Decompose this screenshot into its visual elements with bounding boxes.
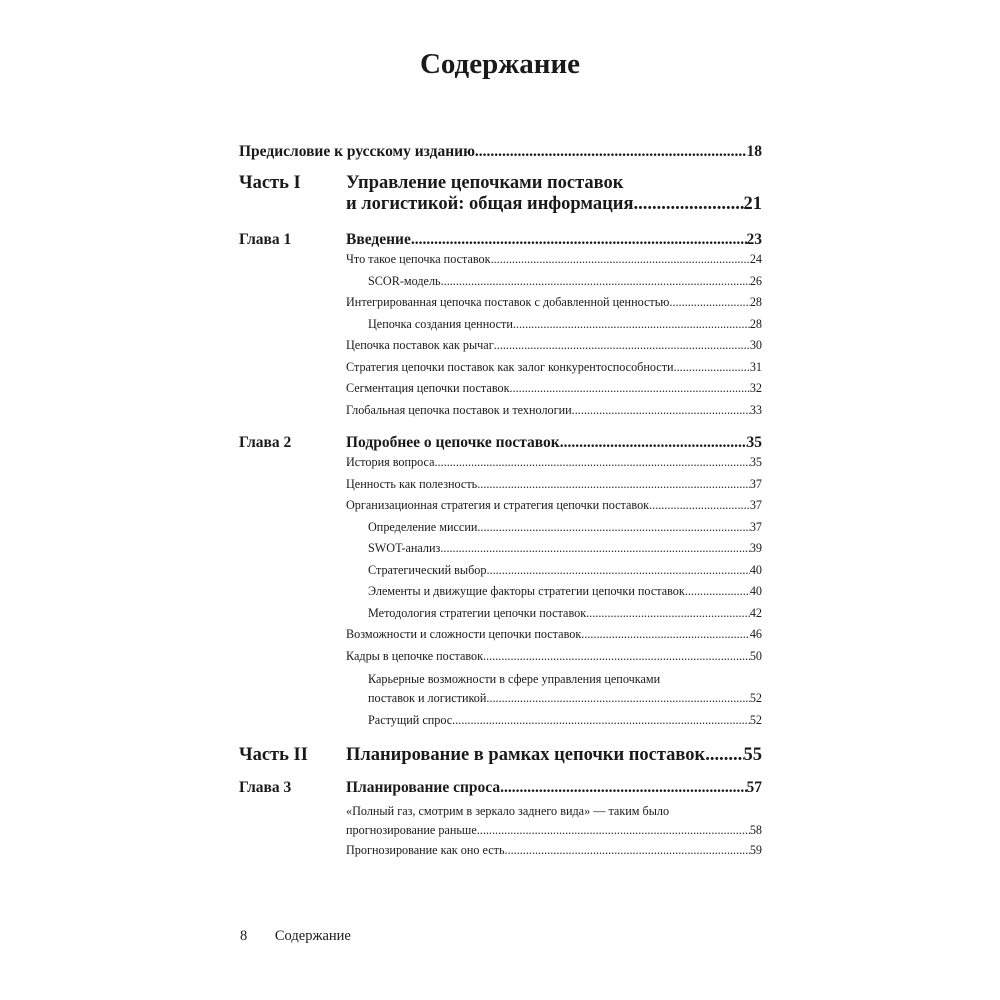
page-title: Содержание [419, 48, 581, 80]
toc-entry-title: Глобальная цепочка поставок и технологии [346, 402, 572, 417]
toc-page-number: 21 [743, 194, 762, 214]
dot-leader [435, 455, 750, 470]
toc-section[interactable] [239, 252, 762, 274]
toc-entry-title: SCOR-модель [368, 273, 441, 288]
toc-page-number: 33 [749, 402, 762, 417]
toc-entry-title: Организационная стратегия и стратегия цепочки поставок [346, 498, 650, 512]
toc-subsection[interactable] [239, 541, 762, 563]
toc-entry-title-line2: прогнозирование раньше [346, 822, 477, 837]
toc-page-number: 59 [749, 842, 762, 857]
toc-subsection[interactable] [239, 274, 762, 296]
toc-section[interactable] [239, 295, 762, 317]
toc-page-number: 39 [749, 541, 762, 555]
dot-leader [441, 274, 750, 289]
toc-entry-title: Интегрированная цепочка поставок с добавленной ценностью [346, 295, 670, 309]
dot-leader [674, 360, 750, 375]
toc-entry-title: Цепочка поставок как рычаг [346, 338, 494, 352]
dot-leader [475, 143, 747, 161]
dot-leader [477, 477, 750, 492]
toc-entry-title: Стратегический выбор [368, 562, 487, 577]
toc-page-number: 55 [743, 744, 762, 765]
toc-page-number: 32 [749, 381, 762, 395]
dot-leader [513, 317, 750, 332]
toc-page-number: 57 [746, 778, 762, 796]
toc-entry-title: Определение миссии [368, 519, 478, 534]
dot-leader [560, 434, 747, 452]
toc-page-number: 40 [749, 562, 762, 577]
toc-page-number: 58 [749, 822, 762, 837]
toc-entry-title: SWOT-анализ [368, 541, 441, 555]
toc-subsection[interactable] [239, 670, 762, 708]
dot-leader [581, 627, 750, 642]
toc-entry-title: Элементы и движущие факторы стратегии цепочки поставок [368, 584, 685, 598]
dot-leader [440, 541, 749, 556]
toc-entry-title-line2: поставок и логистикой [368, 691, 487, 705]
toc-section[interactable] [239, 498, 762, 520]
toc-section[interactable] [239, 338, 762, 360]
toc-section[interactable] [239, 802, 762, 840]
toc-subsection[interactable] [239, 584, 762, 606]
toc-section[interactable] [239, 381, 762, 403]
dot-leader [452, 713, 750, 728]
toc-page-number: 28 [749, 316, 762, 331]
dot-leader [483, 649, 750, 664]
dot-leader [505, 843, 750, 858]
toc-page-number: 31 [749, 359, 762, 374]
toc-chapter-2[interactable] [239, 434, 762, 452]
dot-leader [500, 779, 746, 797]
toc-entry-title: Методология стратегии цепочки поставок [368, 605, 587, 620]
dot-leader [705, 745, 743, 766]
toc-part-2[interactable] [239, 745, 762, 766]
dot-leader [411, 231, 747, 249]
dot-leader [586, 606, 750, 621]
toc-page-number: 42 [749, 605, 762, 620]
toc-entry-title: Цепочка создания ценности [368, 316, 513, 331]
toc-entry-title: Подробнее о цепочке поставок [346, 434, 560, 451]
dot-leader [494, 338, 750, 353]
toc-entry-title: Планирование в рамках цепочки поставок [346, 744, 706, 765]
dot-leader [491, 252, 750, 267]
toc-part-1[interactable] [239, 173, 762, 215]
page-footer [240, 928, 351, 945]
toc-section[interactable] [239, 455, 762, 477]
toc-chapter-3[interactable] [239, 779, 762, 797]
toc-entry-title: История вопроса [346, 455, 435, 469]
toc-entry-title: Ценность как полезность [346, 476, 478, 491]
toc-page-number: 52 [749, 691, 762, 705]
toc-section[interactable] [239, 843, 762, 865]
toc-page-number: 35 [749, 455, 762, 469]
part-label: Часть II [239, 744, 308, 765]
toc-subsection[interactable] [239, 563, 762, 585]
chapter-label: Глава 1 [239, 231, 292, 248]
toc-page-number: 30 [749, 338, 762, 352]
toc-entry-title: Планирование спроса [346, 778, 501, 796]
toc-entry-title: Предисловие к русскому изданию [239, 143, 475, 160]
toc-entry-title: Введение [346, 231, 411, 248]
toc-entry-title: Прогнозирование как оно есть [346, 842, 505, 857]
toc-section[interactable] [239, 627, 762, 649]
toc-entry-title: Управление цепочками поставок [346, 173, 624, 193]
dot-leader [477, 520, 749, 535]
toc-page-number: 28 [749, 295, 762, 309]
toc-entry-title: Сегментация цепочки поставок [346, 381, 510, 395]
toc-page-number: 37 [749, 498, 762, 512]
toc-entry-title: Растущий спрос [368, 713, 453, 727]
toc-subsection[interactable] [239, 317, 762, 339]
toc-entry-title: Кадры в цепочке поставок [346, 648, 484, 663]
dot-leader [486, 563, 749, 578]
toc-entry-title: Возможности и сложности цепочки поставок [346, 627, 582, 641]
part-label: Часть I [239, 173, 301, 193]
dot-leader [685, 584, 750, 599]
toc-page-number: 50 [749, 648, 762, 663]
toc-subsection[interactable] [239, 713, 762, 735]
toc-entry-title: Что такое цепочка поставок [346, 252, 491, 266]
dot-leader [649, 498, 750, 513]
toc-subsection[interactable] [239, 520, 762, 542]
chapter-label: Глава 2 [239, 434, 292, 451]
toc-page-number: 35 [746, 434, 762, 451]
toc-page-number: 40 [749, 584, 762, 598]
toc-entry-title: Карьерные возможности в сфере управления цепочками [368, 672, 661, 686]
toc-section[interactable] [239, 360, 762, 382]
dot-leader [669, 295, 749, 310]
toc-page-number: 18 [746, 143, 762, 160]
dot-leader [510, 381, 750, 396]
dot-leader [633, 194, 743, 215]
toc-page-number: 37 [749, 519, 762, 534]
toc-entry-title: Стратегия цепочки поставок как залог конкурентоспособности [346, 359, 674, 374]
footer-running-title: Содержание [274, 928, 351, 944]
toc-section[interactable] [239, 477, 762, 499]
toc-page-number: 26 [749, 273, 762, 288]
toc-preface[interactable] [239, 143, 762, 161]
toc-section[interactable] [239, 649, 762, 671]
dot-leader [572, 403, 750, 418]
toc-chapter-1[interactable] [239, 231, 762, 249]
toc-entry-title-line2: и логистикой: общая информация [346, 194, 634, 214]
chapter-label: Глава 3 [239, 778, 292, 796]
toc-page-number: 37 [749, 476, 762, 491]
dot-leader [477, 821, 750, 840]
toc-section[interactable] [239, 403, 762, 425]
toc-subsection[interactable] [239, 606, 762, 628]
dot-leader [486, 689, 749, 708]
toc-page-number: 52 [749, 713, 762, 727]
toc-page-number: 46 [749, 627, 762, 641]
toc-page-number: 23 [746, 231, 762, 248]
toc-page-number: 24 [749, 252, 762, 266]
toc-entry-title: «Полный газ, смотрим в зеркало заднего вида» — таким было [346, 803, 670, 818]
footer-page-number: 8 [240, 928, 248, 944]
table-of-contents [239, 143, 762, 864]
